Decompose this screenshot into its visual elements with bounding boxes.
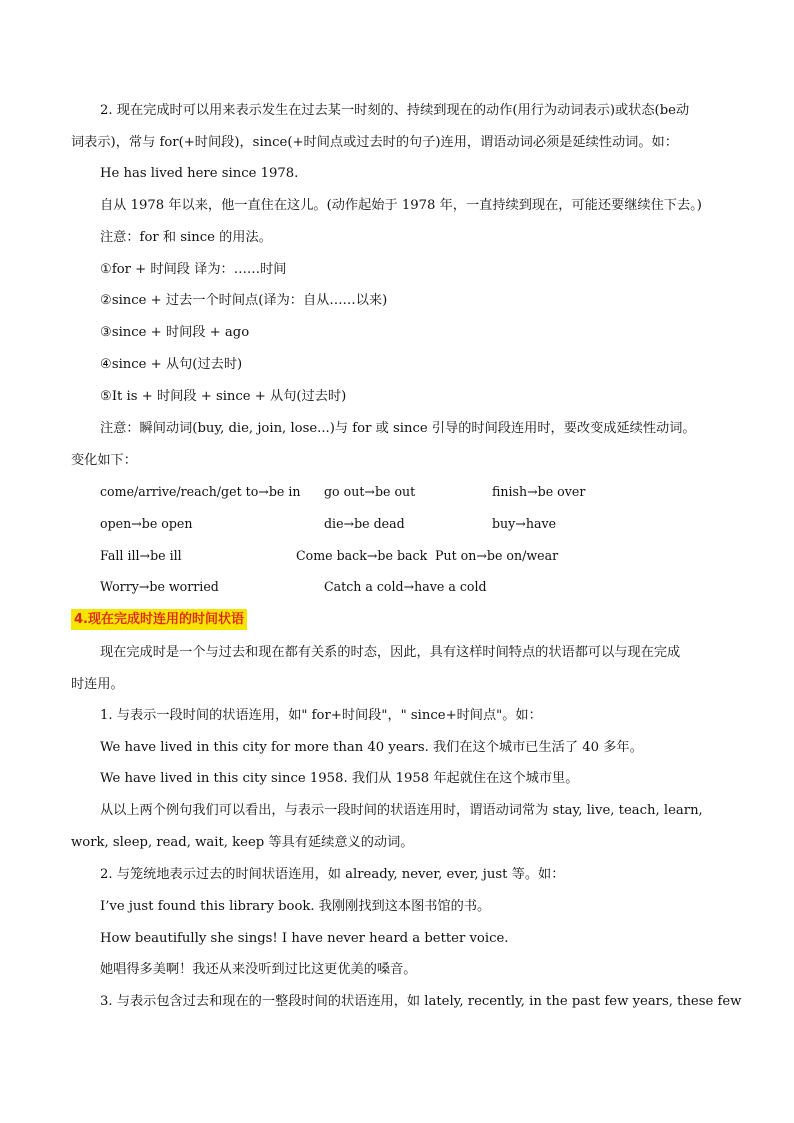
table-cell: buy→have [492,516,557,531]
intro-paragraph: 现在完成时是一个与过去和现在都有关系的时态，因此，具有这样时间特点的状语都可以与现在完成 [100,645,681,660]
example-english: He has lived here since 1978. [100,166,299,181]
list-item: ①for + 时间段 译为：……时间 [100,262,287,277]
list-item: ④since + 从句(过去时) [100,357,243,372]
note-instant-verbs: 注意：瞬间动词(buy, die, join, lose...)与 for 或 since 引导的时间段连用时，要改变成延续性动词。 [100,421,696,436]
list-item: ⑤It is + 时间段 + since + 从句(过去时) [100,389,347,404]
rule-2: 2. 与笼统地表示过去的时间状语连用，如 already, never, ever, just 等。如： [100,867,565,882]
list-item: ③since + 时间段 + ago [100,325,250,340]
example-4: How beautifully she sings! I have never heard a better voice. [100,931,509,946]
explanation-paragraph-cont: work, sleep, read, wait, keep 等具有延续意义的动词。 [71,835,414,850]
table-cell: go out→be out [324,484,416,499]
list-item: ②since + 过去一个时间点(译为：自从……以来) [100,293,388,308]
table-cell: Catch a cold→have a cold [324,579,487,594]
table-cell: Worry→be worried [100,579,219,594]
table-cell: Come back→be back [296,548,428,563]
table-cell: finish→be over [492,484,586,499]
note-for-since: 注意：for 和 since 的用法。 [100,230,272,245]
example-1: We have lived in this city for more than 40 years. 我们在这个城市已生活了 40 多年。 [100,740,643,755]
table-cell: Put on→be on/wear [435,548,559,563]
explanation-paragraph: 从以上两个例句我们可以看出，与表示一段时间的状语连用时，谓语动词常为 stay, live, teach, learn, [100,803,703,818]
intro-paragraph-cont: 时连用。 [71,677,124,692]
example-4-translation: 她唱得多美啊！我还从来没听到过比这更优美的嗓音。 [100,962,417,977]
example-3: I’ve just found this library book. 我刚刚找到这本图书馆的书。 [100,899,491,914]
section-heading: 4.现在完成时连用的时间状语 [71,609,247,630]
example-chinese: 自从 1978 年以来，他一直住在这儿。(动作起始于 1978 年，一直持续到现在，可能还要继续住下去。) [100,198,702,213]
rule-3: 3. 与表示包含过去和现在的一整段时间的状语连用，如 lately, recently, in the past few years, these few [100,994,742,1009]
example-2: We have lived in this city since 1958. 我们从 1958 年起就住在这个城市里。 [100,771,579,786]
rule-1: 1. 与表示一段时间的状语连用，如" for+时间段"，" since+时间点"。如： [100,708,542,723]
table-cell: die→be dead [324,516,405,531]
paragraph-rule-2: 2. 现在完成时可以用来表示发生在过去某一时刻的、持续到现在的动作(用行为动词表示)或状态(be动 [100,103,690,118]
note-instant-verbs-cont: 变化如下： [71,453,137,468]
table-cell: open→be open [100,516,193,531]
paragraph-rule-2-cont: 词表示)，常与 for(+时间段)，since(+时间点或过去时的句子)连用，谓语动词必须是延续性动词。如： [71,135,678,150]
table-cell: come/arrive/reach/get to→be in [100,484,301,499]
table-cell: Fall ill→be ill [100,548,182,563]
